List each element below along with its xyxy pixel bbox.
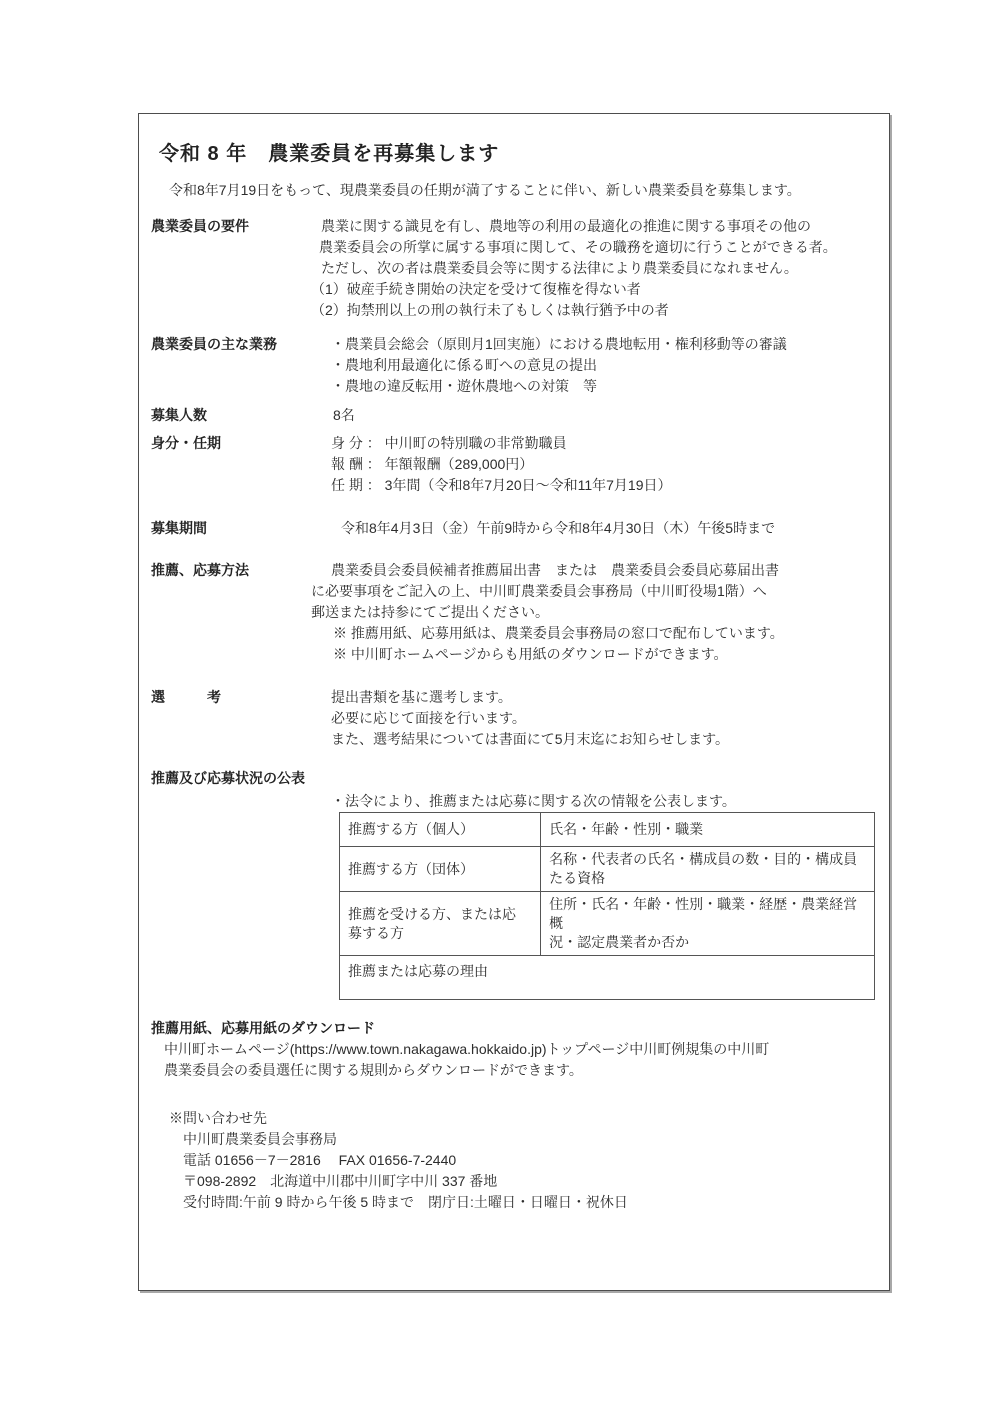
- body-line: 農業委員会の所掌に属する事項に関して、その職務を適切に行うことができる者。: [319, 239, 837, 255]
- cell-line: 推薦を受ける方、または応: [348, 905, 516, 922]
- section-label: 農業委員の主な業務: [151, 336, 277, 352]
- cell-line: 氏名・年齢・性別・職業: [549, 821, 704, 837]
- body-line: 中川町ホームページ(https://www.town.nakagawa.hokkaido.jp)トップページ中川町例規集の中川町: [164, 1041, 770, 1057]
- cell-line: 住所・氏名・年齢・性別・職業・経歴・農業経営概: [549, 896, 858, 931]
- cell-line: 募する方: [348, 924, 404, 941]
- body-line: 提出書類を基に選考します。: [331, 689, 512, 705]
- cell-line: 推薦する方（団体）: [348, 860, 474, 877]
- table-cell: [340, 892, 541, 956]
- section-label: 身分・任期: [151, 435, 221, 451]
- table-cell: [340, 956, 875, 1000]
- section-label: 募集期間: [151, 520, 207, 536]
- section-label: 選 考: [151, 689, 221, 705]
- body-line: 報 酬 ： 年額報酬（289,000円）: [331, 456, 534, 472]
- intro-text: 令和8年7月19日をもって、現農業委員の任期が満了することに伴い、新しい農業委員を募集します。: [169, 182, 801, 198]
- body-line: ただし、次の者は農業委員会等に関する法律により農業委員になれません。: [321, 260, 798, 276]
- body-line: 農業に関する識見を有し、農地等の利用の最適化の推進に関する事項その他の: [321, 218, 811, 234]
- page-title: 令和 8 年 農業委員を再募集します: [159, 143, 500, 165]
- section-publication: [151, 768, 875, 812]
- table-cell: [541, 847, 875, 892]
- section-body: [311, 687, 875, 750]
- contact-line: 電話 01656－7－2816 FAX 01656-7-2440: [183, 1152, 457, 1168]
- section-label: 募集人数: [151, 407, 207, 423]
- body-line: ・農業員会総会（原則月1回実施）における農地転用・権利移動等の審議: [331, 336, 787, 352]
- body-line: 郵送または持参にてご提出ください。: [311, 604, 549, 620]
- cell-line: 名称・代表者の氏名・構成員の数・目的・構成員: [549, 851, 858, 867]
- body-line: ※ 中川町ホームページからも用紙のダウンロードができます。: [333, 646, 728, 662]
- section-duties: [151, 334, 875, 397]
- body-line: 任 期 ： 3年間（令和8年7月20日～令和11年7月19日）: [331, 477, 672, 493]
- section-download: [151, 1018, 875, 1081]
- table-cell: [541, 813, 875, 847]
- cell-line: たる資格: [549, 870, 606, 886]
- body-line: 農業委員会委員候補者推薦届出書 または 農業委員会委員応募届出書: [331, 562, 779, 578]
- publication-note: ・法令により、推薦または応募に関する次の情報を公表します。: [331, 793, 736, 809]
- body-line: 農業委員会の委員選任に関する規則からダウンロードができます。: [164, 1062, 583, 1078]
- table-cell: [340, 847, 541, 892]
- body-line: 令和8年4月3日（金）午前9時から令和8年4月30日（木）午後5時まで: [341, 520, 776, 536]
- section-selection: [151, 687, 875, 750]
- table-row: [340, 847, 875, 892]
- section-quota: [151, 405, 875, 426]
- table-row: [340, 813, 875, 847]
- cell-line: 況・認定農業者か否か: [549, 934, 690, 950]
- body-line: 身 分 ： 中川町の特別職の非常勤職員: [331, 435, 567, 451]
- table-cell: [541, 892, 875, 956]
- body-line: ※ 推薦用紙、応募用紙は、農業委員会事務局の窓口で配布しています。: [333, 625, 784, 641]
- body-line: 必要に応じて面接を行います。: [331, 710, 526, 726]
- body-line: 8名: [333, 407, 355, 423]
- section-body: [311, 216, 875, 321]
- body-line: ・農地の違反転用・遊休農地への対策 等: [331, 378, 597, 394]
- body-line: に必要事項をご記入の上、中川町農業委員会事務局（中川町役場1階）へ: [311, 583, 767, 599]
- section-contact: [151, 1108, 875, 1213]
- section-application-method: [151, 560, 875, 665]
- contact-line: 受付時間:午前 9 時から午後 5 時まで 閉庁日:土曜日・日曜日・祝休日: [183, 1194, 628, 1210]
- section-body: [311, 334, 875, 397]
- section-body: [311, 405, 875, 426]
- body-line: また、選考結果については書面にて5月末迄にお知らせします。: [331, 731, 729, 747]
- section-status-term: [151, 433, 875, 496]
- section-period: [151, 518, 875, 539]
- download-heading: 推薦用紙、応募用紙のダウンロード: [151, 1020, 375, 1036]
- section-body: [311, 560, 875, 665]
- table-cell: [340, 813, 541, 847]
- notice-sheet: [138, 113, 890, 1291]
- section-label: 推薦、応募方法: [151, 562, 249, 578]
- table-row: [340, 956, 875, 1000]
- body-line: ・農地利用最適化に係る町への意見の提出: [331, 357, 597, 373]
- section-requirements: [151, 216, 875, 321]
- contact-heading: ※問い合わせ先: [169, 1110, 267, 1126]
- table-row: [340, 892, 875, 956]
- contact-line: 中川町農業委員会事務局: [183, 1131, 337, 1147]
- publication-table: [339, 812, 875, 1000]
- contact-line: 〒098-2892 北海道中川郡中川町字中川 337 番地: [183, 1173, 498, 1189]
- cell-line: 推薦する方（個人）: [348, 821, 474, 837]
- section-body: [311, 433, 875, 496]
- body-line: （1）破産手続き開始の決定を受けて復権を得ない者: [311, 281, 641, 297]
- body-line: （2）拘禁刑以上の刑の執行未了もしくは執行猶予中の者: [311, 302, 669, 318]
- section-label: 農業委員の要件: [151, 218, 249, 234]
- publication-heading: 推薦及び応募状況の公表: [151, 770, 305, 786]
- cell-line: 推薦または応募の理由: [348, 963, 488, 979]
- section-body: [311, 518, 875, 539]
